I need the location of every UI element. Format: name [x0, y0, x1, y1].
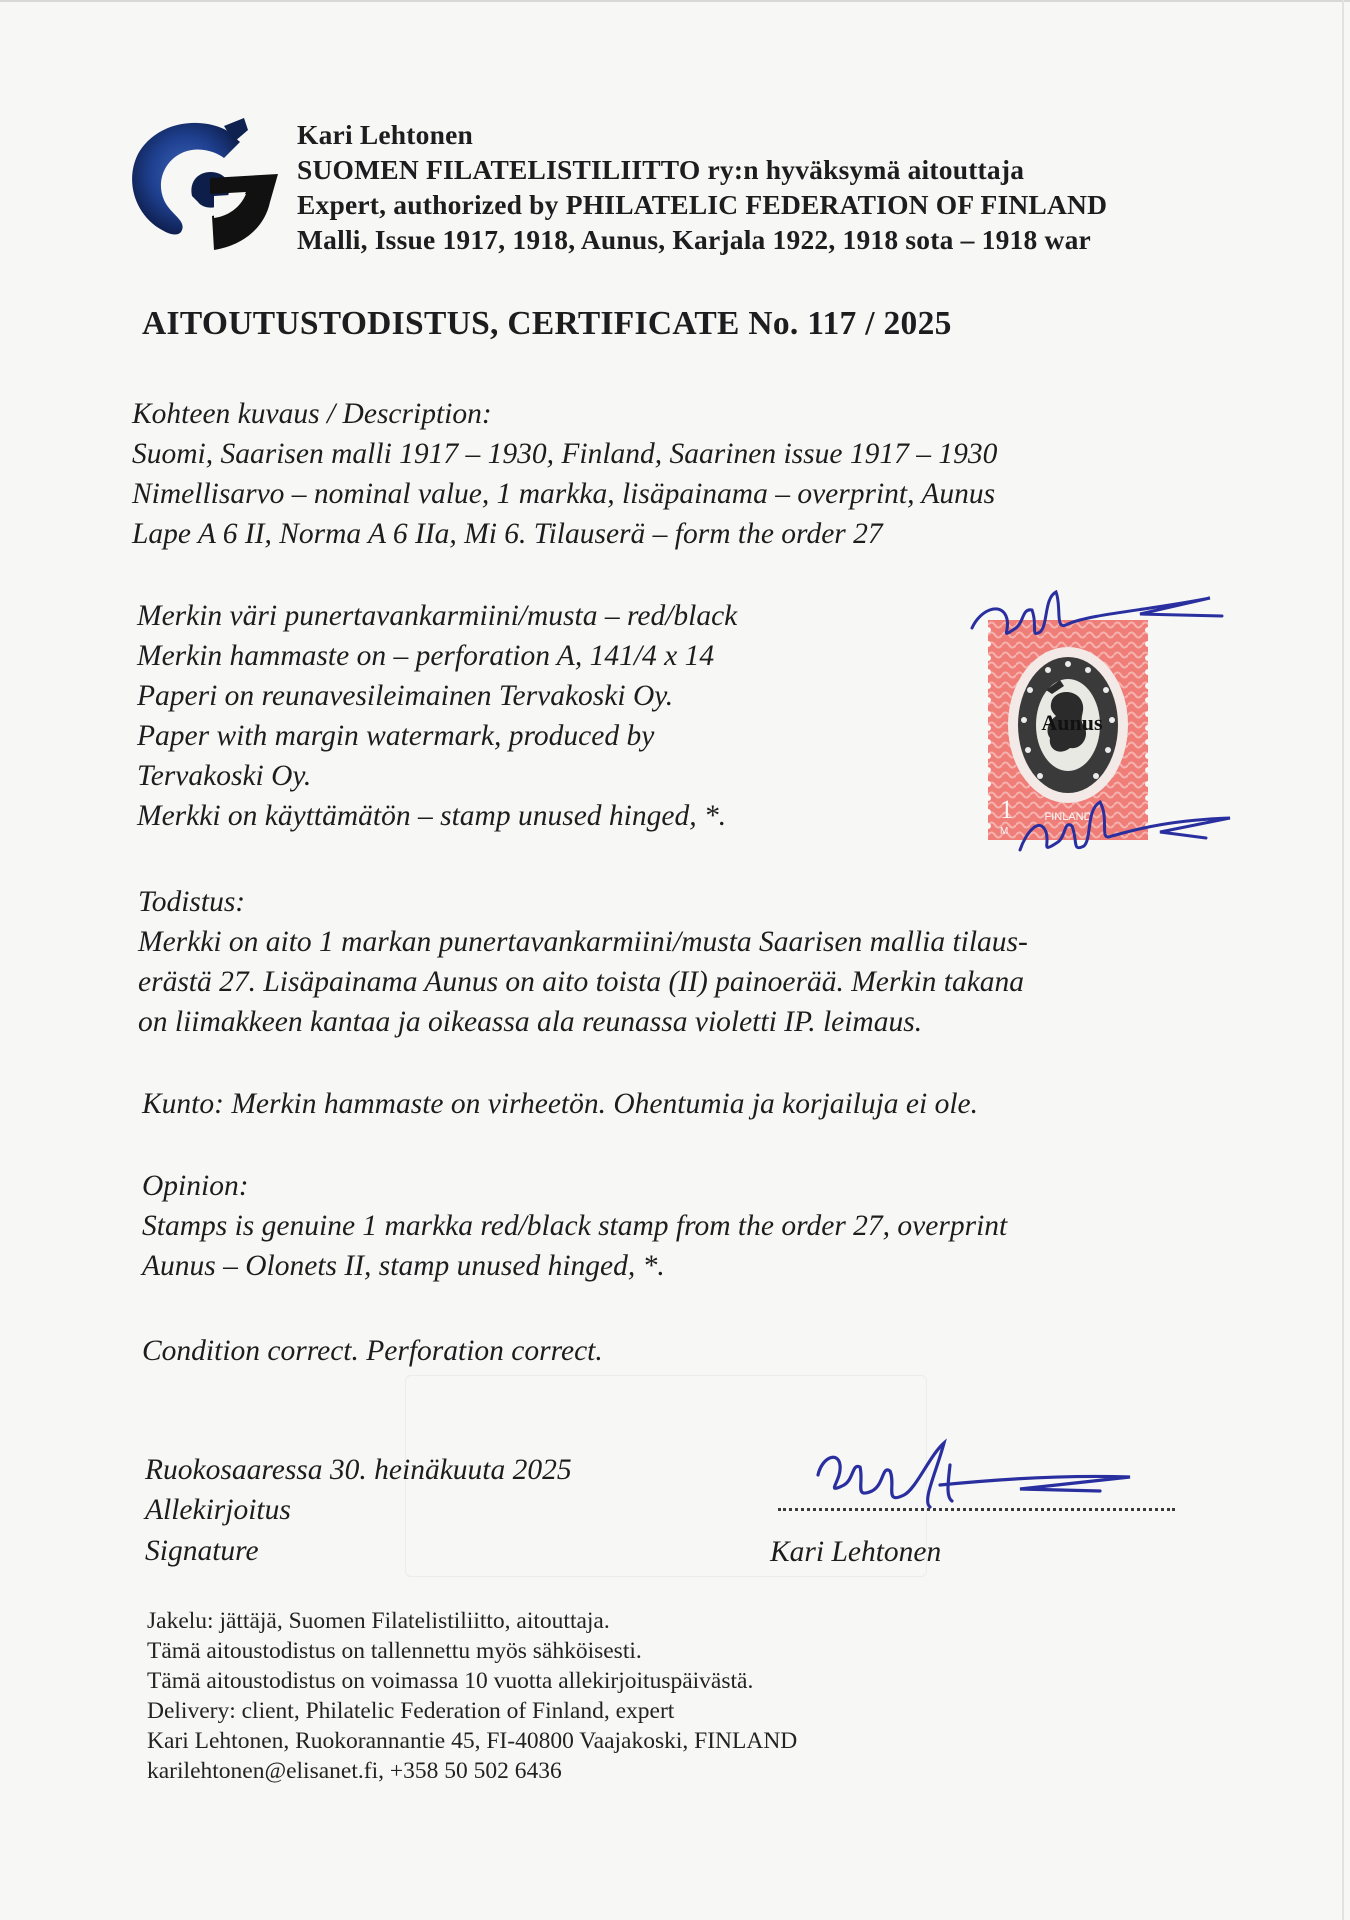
footer-line: Kari Lehtonen, Ruokorannantie 45, FI-40800 Vaajakoski, FINLAND [147, 1728, 798, 1754]
description-line: Suomi, Saarisen malli 1917 – 1930, Finland, Saarinen issue 1917 – 1930 [132, 438, 998, 470]
federation-logo-icon [128, 112, 283, 252]
detail-condition: Merkki on käyttämätön – stamp unused hinged, *. [137, 800, 727, 832]
footer-line: Delivery: client, Philatelic Federation of Finland, expert [147, 1698, 675, 1724]
stamp-overprint: Aunus [1041, 710, 1103, 735]
stamp-unit: M [1000, 826, 1009, 837]
todistus-line: Merkki on aito 1 markan punertavankarmiini/musta Saarisen mallia tilaus- [138, 926, 1028, 958]
footer-contact: karilehtonen@elisanet.fi, +358 50 502 6436 [147, 1758, 562, 1784]
detail-paper-en-2: Tervakoski Oy. [137, 760, 312, 792]
detail-paper-en: Paper with margin watermark, produced by [137, 720, 655, 752]
condition-text: Condition correct. Perforation correct. [142, 1335, 603, 1367]
description-line: Nimellisarvo – nominal value, 1 markka, lisäpainama – overprint, Aunus [132, 478, 996, 510]
description-line: Lape A 6 II, Norma A 6 IIa, Mi 6. Tilauserä – form the order 27 [132, 518, 883, 550]
opinion-line: Stamps is genuine 1 markka red/black stamp from the order 27, overprint [142, 1210, 1008, 1242]
stamp-image [960, 580, 1250, 880]
signature-label-fi: Allekirjoitus [145, 1494, 291, 1526]
opinion-line: Aunus – Olonets II, stamp unused hinged, *. [142, 1250, 665, 1282]
detail-color: Merkin väri punertavankarmiini/musta – red/black [137, 600, 738, 632]
page-edge-top [0, 0, 1350, 2]
certificate-title: AITOUTUSTODISTUS, CERTIFICATE No. 117 / 2025 [142, 305, 952, 342]
footer-line: Tämä aitoustodistus on voimassa 10 vuotta allekirjoituspäivästä. [147, 1668, 754, 1694]
todistus-line: on liimakkeen kantaa ja oikeassa ala reunassa violetti IP. leimaus. [138, 1006, 923, 1038]
detail-paper-fi: Paperi on reunavesileimainen Tervakoski Oy. [137, 680, 674, 712]
header-authorization-en: Expert, authorized by PHILATELIC FEDERATION OF FINLAND [297, 189, 1108, 220]
opinion-heading: Opinion: [142, 1170, 249, 1202]
handwritten-signature [800, 1435, 1140, 1525]
todistus-heading: Todistus: [138, 886, 246, 918]
header-specialities: Malli, Issue 1917, 1918, Aunus, Karjala 1922, 1918 sota – 1918 war [297, 224, 1091, 255]
signature-label-en: Signature [145, 1535, 259, 1567]
header-authorization-fi: SUOMEN FILATELISTILIITTO ry:n hyväksymä aitouttaja [297, 154, 1025, 185]
expert-name: Kari Lehtonen [297, 119, 474, 150]
stamp-country: FINLAND [1044, 811, 1092, 823]
kunto-text: Kunto: Merkin hammaste on virheetön. Ohentumia ja korjailuja ei ole. [142, 1088, 978, 1120]
description-heading: Kohteen kuvaus / Description: [132, 398, 492, 430]
signer-name: Kari Lehtonen [770, 1536, 942, 1568]
page-edge-right [1342, 0, 1344, 1920]
footer-line: Tämä aitoustodistus on tallennettu myös sähköisesti. [147, 1638, 642, 1664]
place-date: Ruokosaaressa 30. heinäkuuta 2025 [145, 1454, 572, 1486]
todistus-line: erästä 27. Lisäpainama Aunus on aito toista (II) painoerää. Merkin takana [138, 966, 1025, 998]
footer-line: Jakelu: jättäjä, Suomen Filatelistiliitto, aitouttaja. [147, 1608, 610, 1634]
stamp-value: 1 [1000, 795, 1013, 824]
detail-perforation: Merkin hammaste on – perforation A, 141/4 x 14 [137, 640, 715, 672]
